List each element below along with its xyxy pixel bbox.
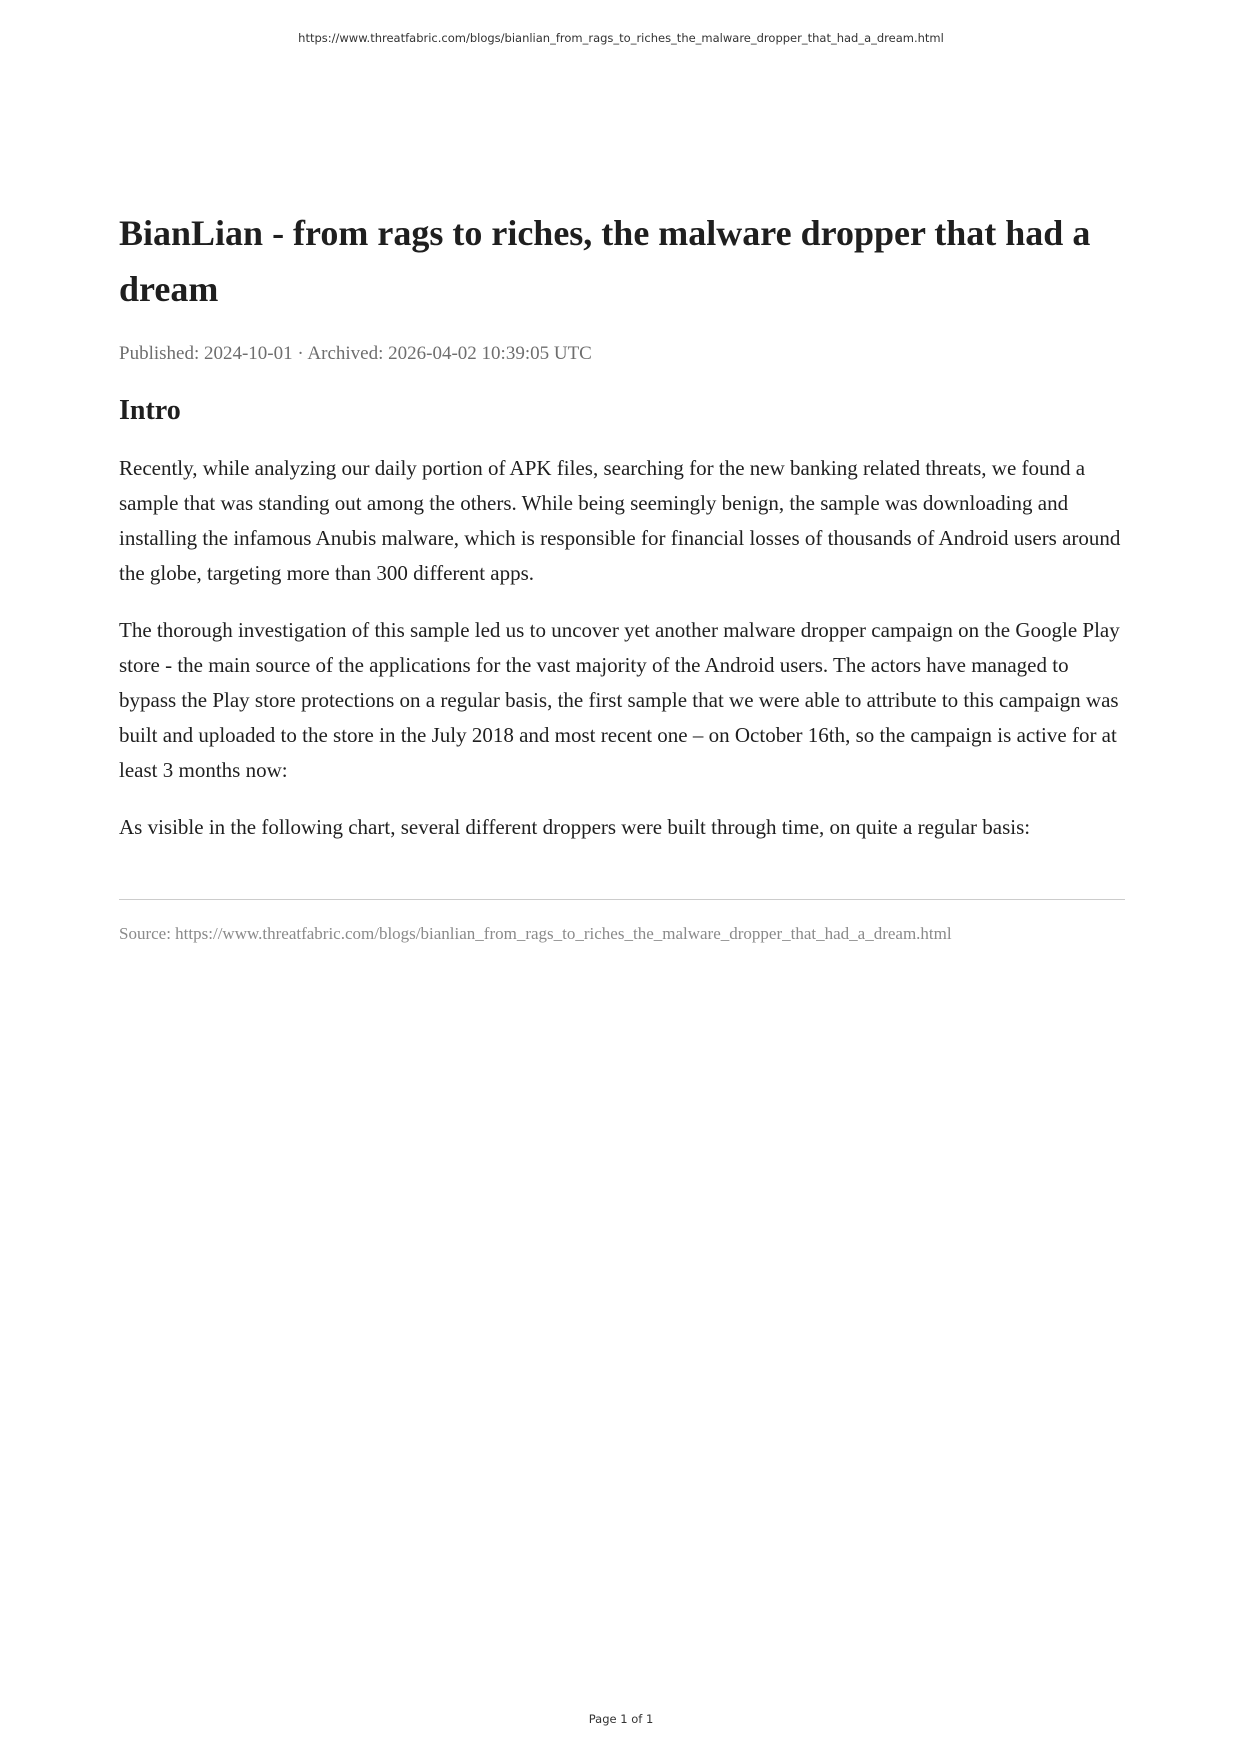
page-header-url: https://www.threatfabric.com/blogs/bianlian_from_rags_to_riches_the_malware_dropper_that_had_a_dream.html <box>298 31 944 45</box>
paragraph: Recently, while analyzing our daily portion of APK files, searching for the new banking related threats, we found a sample that was standing out among the others. While being seemingly benign, the sample was downloading and installing the infamous Anubis malware, which is responsible for financial losses of thousands of Android users around the globe, targeting more than 300 different apps. <box>119 456 1121 585</box>
paragraph: The thorough investigation of this sample led us to uncover yet another malware dropper campaign on the Google Play store - the main source of the applications for the vast majority of the Android users. The actors have managed to bypass the Play store protections on a regular basis, the first sample that we were able to attribute to this campaign was built and uploaded to the store in the July 2018 and most recent one – on October 16th, so the campaign is active for at least 3 months now: <box>119 618 1120 782</box>
divider <box>119 899 1125 900</box>
article-title: BianLian - from rags to riches, the malware dropper that had a dream <box>119 213 1091 309</box>
article <box>119 205 1125 946</box>
page-number: Page 1 of 1 <box>588 1712 654 1726</box>
paragraph: As visible in the following chart, several different droppers were built through time, on quite a regular basis: <box>119 815 1031 839</box>
section-heading-intro: Intro <box>119 395 181 426</box>
source-line: Source: https://www.threatfabric.com/blogs/bianlian_from_rags_to_riches_the_malware_dropper_that_had_a_dream.html <box>119 924 952 943</box>
article-meta: Published: 2024-10-01 · Archived: 2026-04-02 10:39:05 UTC <box>119 343 592 364</box>
